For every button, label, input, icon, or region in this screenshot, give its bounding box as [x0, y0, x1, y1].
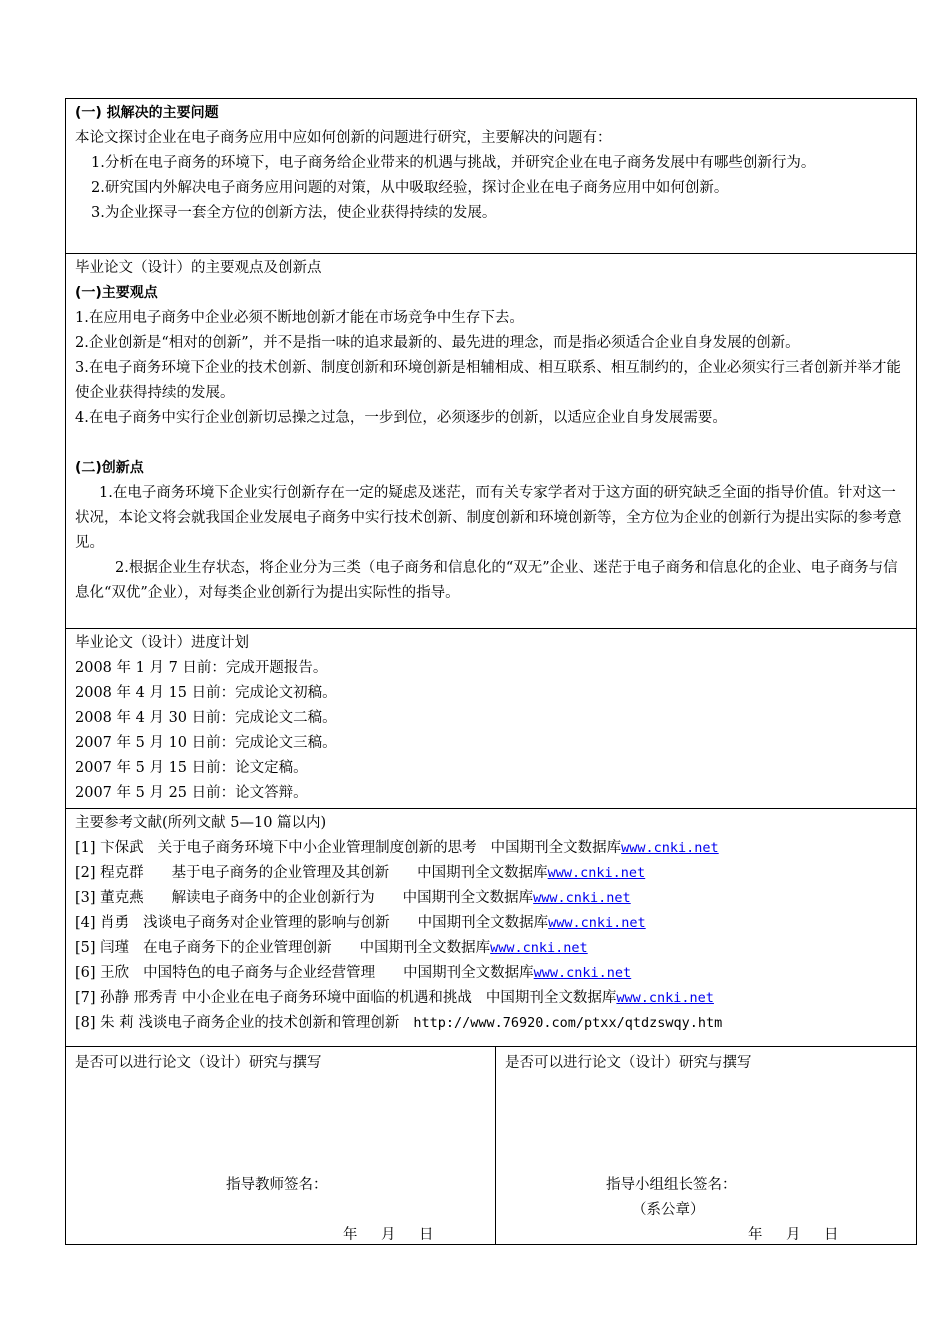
reference-link[interactable]: www.cnki.net	[616, 990, 714, 1006]
reference-link[interactable]: www.cnki.net	[533, 890, 631, 906]
group-leader-approval-cell	[496, 1047, 916, 1244]
department-seal-label: （系公章）	[632, 1202, 705, 1218]
reference-item: [4] 肖勇 浅谈电子商务对企业管理的影响与创新 中国期刊全文数据库www.cnki.net	[75, 915, 646, 931]
schedule-item: 2007 年 5 月 25 日前：论文答辩。	[75, 785, 308, 801]
innovation-heading: (二)创新点	[75, 460, 144, 476]
reference-item: [6] 王欣 中国特色的电子商务与企业经营管理 中国期刊全文数据库www.cnki.net	[75, 965, 632, 981]
reference-link[interactable]: www.cnki.net	[547, 865, 646, 881]
reference-item: [1] 卞保武 关于电子商务环境下中小企业管理制度创新的思考 中国期刊全文数据库www.cnki.net	[75, 840, 719, 856]
advisor-approval-cell	[66, 1047, 496, 1244]
group-leader-approval-question: 是否可以进行论文（设计）研究与撰写	[505, 1055, 752, 1071]
reference-url-text: http://www.76920.com/ptxx/qtdzswqy.htm	[413, 1015, 723, 1031]
main-viewpoints-heading: (一)主要观点	[75, 285, 158, 301]
group-leader-signature-label: 指导小组组长签名：	[606, 1177, 737, 1193]
schedule-item: 2007 年 5 月 15 日前：论文定稿。	[75, 760, 308, 776]
references-section	[66, 809, 916, 1047]
advisor-signature-label: 指导教师签名：	[226, 1177, 328, 1193]
reference-link[interactable]: www.cnki.net	[490, 940, 588, 956]
problems-intro: 本论文探讨企业在电子商务应用中应如何创新的问题进行研究，主要解决的问题有：	[75, 130, 612, 146]
reference-item: [2] 程克群 基于电子商务的企业管理及其创新 中国期刊全文数据库www.cnki.net	[75, 865, 646, 881]
schedule-item: 2008 年 1 月 7 日前：完成开题报告。	[75, 660, 328, 676]
reference-link[interactable]: www.cnki.net	[621, 840, 719, 856]
schedule-section	[66, 629, 916, 809]
approval-section	[66, 1047, 916, 1244]
reference-item: [3] 董克燕 解读电子商务中的企业创新行为 中国期刊全文数据库www.cnki.net	[75, 890, 631, 906]
viewpoint-item: 4.在电子商务中实行企业创新切忌操之过急，一步到位，必须逐步的创新，以适应企业自身发展需要。	[75, 410, 727, 426]
reference-item: [7] 孙静 邢秀青 中小企业在电子商务环境中面临的机遇和挑战 中国期刊全文数据库www.cnki.net	[75, 990, 714, 1006]
references-title: 主要参考文献(所列文献 5—10 篇以内)	[75, 815, 327, 831]
proposal-form	[65, 98, 917, 1245]
reference-item: [5] 闫瑾 在电子商务下的企业管理创新 中国期刊全文数据库www.cnki.net	[75, 940, 588, 956]
schedule-title: 毕业论文（设计）进度计划	[75, 635, 249, 651]
reference-item: [8] 朱 莉 浅谈电子商务企业的技术创新和管理创新 http://www.76920.com/ptxx/qtdzswqy.htm	[75, 1015, 723, 1031]
viewpoint-item: 2.企业创新是“相对的创新”，并不是指一味的追求最新的、最先进的理念，而是指必须适合企业自身发展的创新。	[75, 335, 800, 351]
viewpoint-item: 3.在电子商务环境下企业的技术创新、制度创新和环境创新是相辅相成、相互联系、相互制约的，企业必须实行三者创新并举才能使企业获得持续的发展。	[75, 360, 901, 401]
viewpoint-item: 1.在应用电子商务中企业必须不断地创新才能在市场竞争中生存下去。	[75, 310, 524, 326]
problems-section	[66, 99, 916, 254]
problem-item: 1.分析在电子商务的环境下，电子商务给企业带来的机遇与挑战，并研究企业在电子商务发展中有哪些创新行为。	[91, 155, 816, 171]
problems-heading: (一) 拟解决的主要问题	[75, 105, 219, 121]
problem-item: 3.为企业探寻一套全方位的创新方法，使企业获得持续的发展。	[91, 205, 497, 221]
innovation-item: 1.在电子商务环境下企业实行创新存在一定的疑虑及迷茫，而有关专家学者对于这方面的研究缺乏全面的指导价值。针对这一状况，本论文将会就我国企业发展电子商务中实行技术创新、制度创新和环境创新等，全方位为企业的创新行为提出实际的参考意见。	[75, 485, 902, 551]
schedule-item: 2008 年 4 月 15 日前：完成论文初稿。	[75, 685, 337, 701]
group-leader-date: 年 月 日	[748, 1227, 839, 1243]
schedule-item: 2008 年 4 月 30 日前：完成论文二稿。	[75, 710, 337, 726]
reference-link[interactable]: www.cnki.net	[533, 965, 632, 981]
advisor-approval-question: 是否可以进行论文（设计）研究与撰写	[75, 1055, 322, 1071]
advisor-date: 年 月 日	[343, 1227, 434, 1243]
viewpoints-section	[66, 254, 916, 629]
reference-link[interactable]: www.cnki.net	[548, 915, 646, 931]
schedule-item: 2007 年 5 月 10 日前：完成论文三稿。	[75, 735, 337, 751]
innovation-item: 2.根据企业生存状态，将企业分为三类（电子商务和信息化的“双无”企业、迷茫于电子商务和信息化的企业、电子商务与信息化“双优”企业），对每类企业创新行为提出实际性的指导。	[75, 560, 898, 601]
viewpoints-title: 毕业论文（设计）的主要观点及创新点	[75, 260, 322, 276]
problem-item: 2.研究国内外解决电子商务应用问题的对策，从中吸取经验，探讨企业在电子商务应用中如何创新。	[91, 180, 729, 196]
